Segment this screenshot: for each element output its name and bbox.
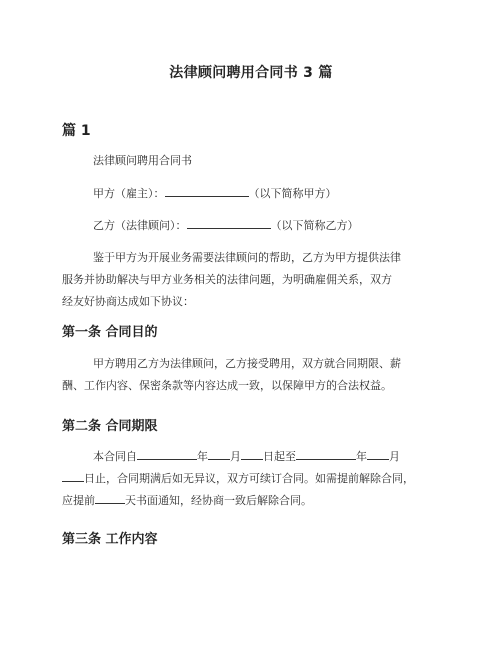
start-year-blank bbox=[137, 447, 197, 460]
article-2-heading: 第二条 合同期限 bbox=[62, 419, 158, 434]
party-b-line bbox=[93, 216, 359, 236]
party-b-prefix: 乙方（法律顾问）： bbox=[93, 219, 187, 232]
start-day-label: 日起至 bbox=[263, 450, 296, 463]
start-month-blank bbox=[208, 447, 230, 460]
preamble-line-2: 服务并协助解决与甲方业务相关的法律问题，为明确雇佣关系，双方 bbox=[62, 273, 392, 286]
end-month-blank bbox=[367, 447, 389, 460]
end-year-blank bbox=[296, 447, 356, 460]
end-year-label: 年 bbox=[356, 450, 367, 463]
document-title: 法律顾问聘用合同书 3 篇 bbox=[169, 65, 333, 81]
article-1-heading: 第一条 合同目的 bbox=[62, 325, 158, 340]
contract-name: 法律顾问聘用合同书 bbox=[93, 154, 192, 167]
notice-prefix: 应提前 bbox=[62, 494, 95, 507]
article-2-line-1 bbox=[93, 447, 400, 467]
party-a-line bbox=[93, 184, 337, 204]
start-year-label: 年 bbox=[197, 450, 208, 463]
preamble-line-3: 经友好协商达成如下协议： bbox=[62, 295, 194, 308]
start-day-blank bbox=[241, 447, 263, 460]
article-1-line-2: 酬、工作内容、保密条款等内容达成一致，以保障甲方的合法权益。 bbox=[62, 379, 392, 392]
party-b-blank bbox=[187, 216, 271, 229]
party-a-suffix: （以下简称甲方） bbox=[248, 187, 337, 200]
end-month-label: 月 bbox=[389, 450, 400, 463]
article-2-line-2 bbox=[62, 469, 414, 489]
start-month-label: 月 bbox=[230, 450, 241, 463]
section-heading: 篇 1 bbox=[62, 123, 91, 139]
end-day-text: 日止，合同期满后如无异议，双方可续订合同。如需提前解除合同， bbox=[84, 472, 414, 485]
preamble-line-1: 鉴于甲方为开展业务需要法律顾问的帮助，乙方为甲方提供法律 bbox=[93, 251, 401, 264]
article-2-line-3 bbox=[62, 491, 312, 511]
notice-days-blank bbox=[95, 491, 125, 504]
start-date-prefix: 本合同自 bbox=[93, 450, 137, 463]
party-b-suffix: （以下简称乙方） bbox=[270, 219, 359, 232]
article-1-line-1: 甲方聘用乙方为法律顾问，乙方接受聘用，双方就合同期限、薪 bbox=[93, 357, 401, 370]
party-a-blank bbox=[165, 184, 249, 197]
party-a-prefix: 甲方（雇主）： bbox=[93, 187, 165, 200]
end-day-blank bbox=[62, 469, 84, 482]
notice-suffix: 天书面通知，经协商一致后解除合同。 bbox=[125, 494, 312, 507]
article-3-heading: 第三条 工作内容 bbox=[62, 532, 158, 547]
